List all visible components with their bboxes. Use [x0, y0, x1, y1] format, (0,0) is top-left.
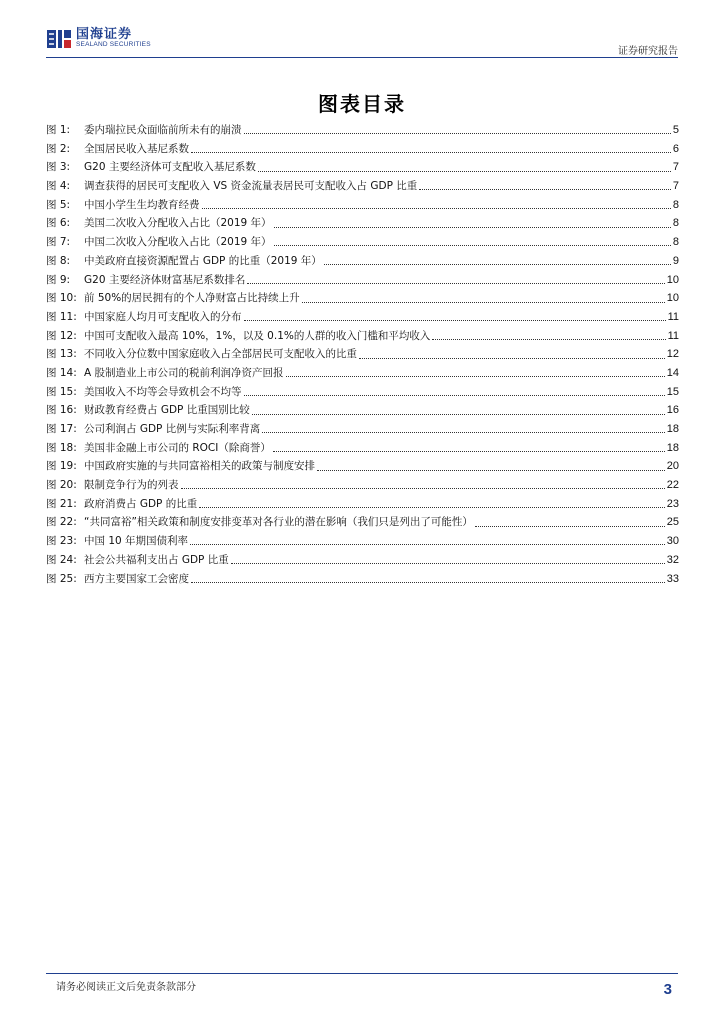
toc-leader-dots	[258, 170, 671, 172]
toc-entry-label: 图 15:	[46, 385, 77, 398]
toc-entry[interactable]	[46, 439, 679, 458]
toc-entry-title: 中国小学生生均教育经费	[84, 198, 200, 211]
toc-leader-dots	[191, 151, 671, 153]
toc-entry-label: 图 16:	[46, 404, 77, 417]
company-logo	[46, 28, 151, 54]
toc-entry-label: 图 25:	[46, 572, 77, 585]
toc-entry-title: 中国二次收入分配收入占比（2019 年）	[84, 236, 272, 249]
toc-entry-page: 18	[666, 423, 679, 435]
toc-entry-title: 美国非金融上市公司的 ROCI（除商誉）	[84, 441, 271, 454]
toc-leader-dots	[274, 244, 671, 246]
toc-entry-label: 图 24:	[46, 553, 77, 566]
toc-entry-page: 16	[666, 404, 679, 417]
toc-entry[interactable]	[46, 476, 679, 495]
toc-entry[interactable]	[46, 551, 679, 570]
toc-leader-dots	[324, 263, 671, 265]
toc-entry-page: 10	[666, 273, 679, 286]
toc-entry-label: 图 10:	[46, 292, 77, 305]
toc-entry[interactable]	[46, 495, 679, 514]
toc-entry-page: 8	[672, 236, 679, 249]
toc-entry-page: 18	[666, 441, 679, 454]
toc-entry[interactable]	[46, 457, 679, 476]
toc-entry[interactable]	[46, 327, 679, 346]
logo-chinese-name: 国海证券	[76, 27, 133, 42]
toc-entry-label: 图 20:	[46, 479, 77, 492]
toc-entry-page: 8	[672, 198, 679, 211]
toc-entry-label: 图 3:	[46, 161, 71, 174]
toc-entry-page: 10	[666, 292, 679, 305]
toc-entry-title: 政府消费占 GDP 的比重	[84, 497, 198, 510]
toc-entry-title: 公司利润占 GDP 比例与实际利率背离	[84, 423, 261, 435]
toc-entry-title: G20 主要经济体财富基尼系数排名	[84, 273, 246, 286]
toc-leader-dots	[262, 431, 665, 433]
toc-entry-page: 33	[666, 572, 679, 585]
toc-entry-title: 全国居民收入基尼系数	[84, 142, 189, 155]
toc-entry-label: 图 14:	[46, 366, 77, 379]
toc-leader-dots	[231, 562, 665, 564]
toc-entry[interactable]	[46, 252, 679, 271]
toc-entry-title: 社会公共福利支出占 GDP 比重	[84, 553, 229, 566]
toc-leader-dots	[317, 469, 665, 471]
toc-leader-dots	[244, 319, 666, 321]
toc-entry-label: 图 13:	[46, 348, 77, 361]
toc-entry-title: 西方主要国家工会密度	[84, 572, 189, 585]
toc-entry-page: 14	[666, 366, 679, 379]
toc-entry-label: 图 12:	[46, 329, 77, 342]
toc-entry-page: 5	[672, 124, 679, 136]
toc-entry[interactable]	[46, 196, 679, 215]
logo-english-name: SEALAND SECURITIES	[76, 41, 151, 48]
header-divider	[46, 57, 678, 58]
toc-entry-page: 11	[667, 329, 679, 342]
toc-entry[interactable]	[46, 271, 679, 290]
toc-entry-label: 图 6:	[46, 217, 71, 230]
toc-entry-title: 财政教育经费占 GDP 比重国别比较	[84, 404, 250, 417]
toc-entry-page: 8	[672, 217, 679, 230]
toc-entry-label: 图 9:	[46, 273, 71, 286]
toc-leader-dots	[273, 450, 665, 452]
toc-entry-label: 图 19:	[46, 460, 77, 473]
toc-entry[interactable]	[46, 140, 679, 159]
toc-leader-dots	[247, 282, 664, 284]
toc-entry[interactable]	[46, 345, 679, 364]
toc-entry-title: 调查获得的居民可支配收入 VS 资金流量表居民可支配收入占 GDP 比重	[84, 180, 418, 193]
toc-leader-dots	[244, 132, 671, 134]
toc-entry-label: 图 5:	[46, 198, 71, 211]
toc-entry[interactable]	[46, 383, 679, 402]
toc-entry[interactable]	[46, 513, 679, 532]
toc-entry[interactable]	[46, 401, 679, 420]
toc-entry-page: 9	[672, 254, 679, 267]
toc-entry-label: 图 18:	[46, 441, 77, 454]
toc-entry-title: A 股制造业上市公司的税前利润净资产回报	[84, 366, 284, 379]
page-number: 3	[663, 981, 672, 998]
figure-table-of-contents	[46, 121, 679, 588]
toc-entry-title: 中国可支配收入最高 10%，1%，以及 0.1%的人群的收入门槛和平均收入	[84, 329, 431, 342]
toc-entry-page: 30	[666, 535, 679, 548]
toc-entry-label: 图 7:	[46, 236, 71, 249]
toc-entry[interactable]	[46, 570, 679, 589]
toc-entry-page: 15	[666, 385, 679, 398]
toc-entry-label: 图 17:	[46, 423, 77, 435]
toc-leader-dots	[191, 581, 665, 583]
toc-leader-dots	[359, 357, 665, 359]
toc-leader-dots	[432, 338, 665, 340]
toc-entry-page: 7	[672, 161, 679, 174]
disclaimer-note: 请务必阅读正文后免责条款部分	[56, 982, 196, 993]
toc-entry-label: 图 11:	[46, 310, 77, 323]
toc-entry-page: 32	[666, 553, 679, 566]
toc-entry-label: 图 8:	[46, 254, 71, 267]
toc-entry-page: 12	[666, 348, 679, 361]
toc-entry-label: 图 1:	[46, 124, 71, 136]
toc-entry-label: 图 23:	[46, 535, 77, 548]
toc-leader-dots	[302, 301, 665, 303]
toc-entry-title: 美国收入不均等会导致机会不均等	[84, 385, 242, 398]
sealand-logo-icon	[46, 28, 72, 50]
toc-entry[interactable]	[46, 289, 679, 308]
toc-leader-dots	[199, 506, 665, 508]
toc-leader-dots	[244, 394, 665, 396]
toc-entry-title: 中国家庭人均月可支配收入的分布	[84, 310, 242, 323]
toc-leader-dots	[181, 487, 665, 489]
toc-leader-dots	[475, 525, 665, 527]
toc-entry-title: 前 50%的居民拥有的个人净财富占比持续上升	[84, 292, 300, 305]
toc-entry-title: 中美政府直接资源配置占 GDP 的比重（2019 年）	[84, 254, 322, 267]
toc-entry-title: 不同收入分位数中国家庭收入占全部居民可支配收入的比重	[84, 348, 357, 361]
toc-entry-title: 中国 10 年期国债利率	[84, 535, 189, 548]
toc-entry[interactable]	[46, 364, 679, 383]
toc-entry[interactable]	[46, 214, 679, 233]
toc-entry-title: G20 主要经济体可支配收入基尼系数	[84, 161, 256, 174]
toc-leader-dots	[202, 207, 671, 209]
toc-entry-title: 委内瑞拉民众面临前所未有的崩溃	[84, 124, 242, 136]
report-type-label: 证券研究报告	[618, 46, 678, 57]
toc-entry-title: “共同富裕”相关政策和制度安排变革对各行业的潜在影响（我们只是列出了可能性）	[84, 516, 473, 529]
toc-entry-label: 图 4:	[46, 180, 71, 193]
toc-entry-label: 图 21:	[46, 497, 77, 510]
toc-leader-dots	[190, 543, 665, 545]
toc-entry-page: 20	[666, 460, 679, 473]
toc-entry-title: 中国政府实施的与共同富裕相关的政策与制度安排	[84, 460, 315, 473]
toc-entry-label: 图 2:	[46, 142, 71, 155]
toc-entry-page: 6	[672, 142, 679, 155]
toc-entry[interactable]	[46, 532, 679, 551]
toc-entry[interactable]	[46, 121, 679, 140]
footer-divider	[46, 973, 678, 974]
toc-leader-dots	[274, 226, 671, 228]
toc-leader-dots	[419, 188, 671, 190]
page-header	[46, 28, 678, 56]
toc-entry-page: 11	[667, 310, 679, 323]
toc-entry[interactable]	[46, 177, 679, 196]
page-title: 图表目录	[318, 92, 406, 116]
toc-leader-dots	[252, 413, 665, 415]
toc-leader-dots	[286, 375, 665, 377]
toc-entry[interactable]	[46, 158, 679, 177]
toc-entry-label: 图 22:	[46, 516, 77, 529]
toc-entry-page: 22	[666, 479, 679, 492]
toc-entry-title: 限制竞争行为的列表	[84, 479, 179, 492]
toc-entry[interactable]	[46, 420, 679, 439]
toc-entry[interactable]	[46, 233, 679, 252]
toc-entry[interactable]	[46, 308, 679, 327]
toc-entry-page: 7	[672, 180, 679, 193]
toc-entry-title: 美国二次收入分配收入占比（2019 年）	[84, 217, 272, 230]
toc-entry-page: 25	[666, 516, 679, 529]
toc-entry-page: 23	[666, 497, 679, 510]
